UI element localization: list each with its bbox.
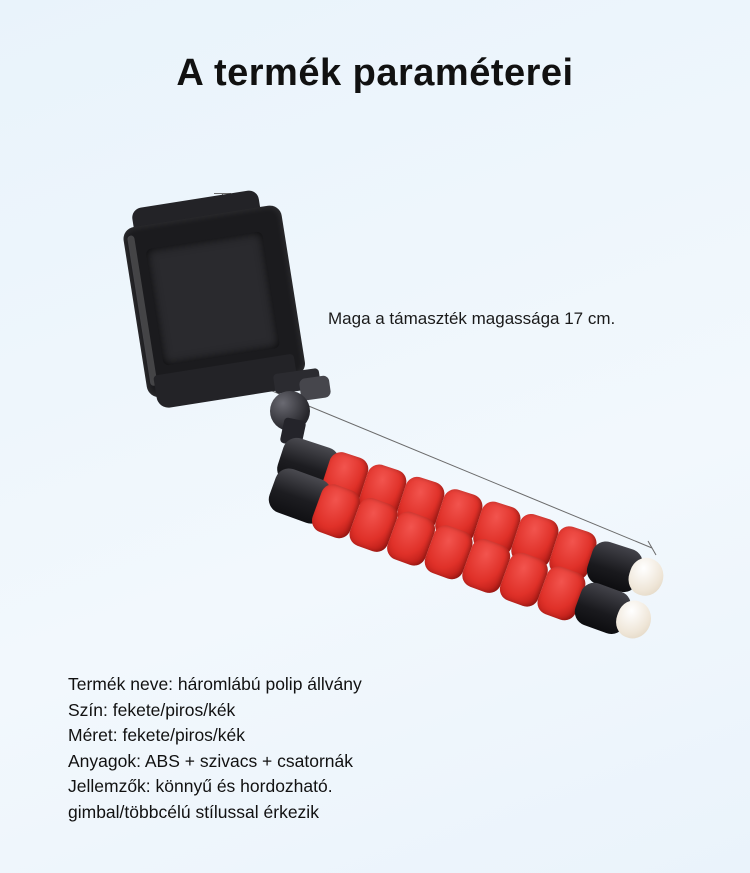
spec-item: Méret: fekete/piros/kék [68,725,246,745]
support-height-label: Maga a támaszték magassága 17 cm. [328,309,616,328]
spec-item: Anyagok: ABS + szivacs + csatornák [68,750,354,771]
ball-head-mount [252,371,342,443]
page-title: A termék paraméterei [176,52,574,94]
product-specs-list [68,672,708,825]
spec-item: Szín: fekete/piros/kék [68,699,236,720]
product-illustration [100,175,680,675]
spec-item: gimbal/többcélú stílussal érkezik [68,801,319,822]
clamp-pad [145,231,280,366]
spec-item: Jellemzők: könnyű és hordozható. [68,776,333,796]
spec-item: Termék neve: háromlábú polip állvány [68,674,362,694]
